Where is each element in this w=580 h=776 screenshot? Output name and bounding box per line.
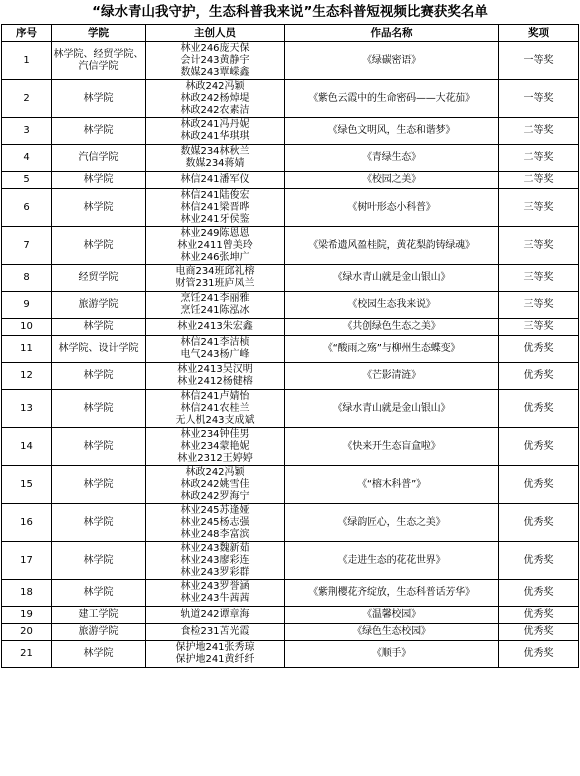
table-row xyxy=(2,189,579,227)
row-college: 林学院 xyxy=(52,504,146,542)
member-name: 林业248李富滨 xyxy=(180,528,250,540)
row-college: 汽信学院 xyxy=(52,145,146,172)
row-award: 二等奖 xyxy=(499,118,579,145)
row-index: 5 xyxy=(2,172,52,189)
row-members xyxy=(146,624,285,641)
row-index: 16 xyxy=(2,504,52,542)
member-name: 数媒243覃嵘鑫 xyxy=(180,66,250,78)
row-work-title: 《芒影清涟》 xyxy=(285,363,499,390)
member-name: 林业243魏新茹 xyxy=(180,542,250,554)
member-name: 林政241华琪琪 xyxy=(180,131,250,142)
member-name: 保护地241张秀琼 xyxy=(175,642,255,653)
row-college: 林学院、设计学院 xyxy=(52,336,146,363)
row-work-title: 《校园生态我来说》 xyxy=(285,292,499,319)
row-members xyxy=(146,336,285,363)
member-name: 林业241牙侯鉴 xyxy=(180,213,250,225)
member-name: 林政242罗海宁 xyxy=(180,490,250,502)
row-work-title: 《快来开生态盲盒啦》 xyxy=(285,428,499,466)
row-index: 20 xyxy=(2,624,52,641)
row-college: 林学院 xyxy=(52,542,146,580)
row-work-title: 《顺手》 xyxy=(285,641,499,668)
row-award: 三等奖 xyxy=(499,227,579,265)
row-work-title: 《“酸雨之殇”与柳州生态蝶变》 xyxy=(285,336,499,363)
member-name: 数媒234蒋婧 xyxy=(185,158,245,169)
member-name: 林业249陈恩恩 xyxy=(180,227,250,239)
member-name: 电商234班邱礼榕 xyxy=(175,266,255,277)
member-name: 林业243牛茜茜 xyxy=(180,593,250,604)
member-name: 林业243罗誉涵 xyxy=(180,581,250,592)
member-name: 烹饪241陈泓冰 xyxy=(180,305,250,316)
member-name: 林业246张坤广 xyxy=(180,251,250,263)
row-award: 优秀奖 xyxy=(499,542,579,580)
row-award: 三等奖 xyxy=(499,265,579,292)
row-award: 三等奖 xyxy=(499,189,579,227)
row-index: 9 xyxy=(2,292,52,319)
member-name: 无人机243支成斌 xyxy=(175,414,255,426)
row-college: 林学院 xyxy=(52,641,146,668)
row-award: 一等奖 xyxy=(499,80,579,118)
member-name: 林信241陆俊宏 xyxy=(180,189,250,201)
row-award: 二等奖 xyxy=(499,172,579,189)
row-college: 旅游学院 xyxy=(52,292,146,319)
row-index: 13 xyxy=(2,390,52,428)
table-row xyxy=(2,336,579,363)
row-work-title: 《紫荆樱花齐绽放，生态科普话芳华》 xyxy=(285,580,499,607)
row-college: 林学院 xyxy=(52,363,146,390)
row-members xyxy=(146,145,285,172)
row-work-title: 《走进生态的花花世界》 xyxy=(285,542,499,580)
row-members xyxy=(146,189,285,227)
row-college: 林学院 xyxy=(52,319,146,336)
table-row xyxy=(2,363,579,390)
row-award: 优秀奖 xyxy=(499,363,579,390)
row-index: 18 xyxy=(2,580,52,607)
row-members xyxy=(146,172,285,189)
row-members xyxy=(146,542,285,580)
table-header-row xyxy=(2,25,579,42)
row-award: 二等奖 xyxy=(499,145,579,172)
member-name: 林业2312王婷婷 xyxy=(177,452,253,464)
row-members xyxy=(146,80,285,118)
member-name: 林信241潘军仪 xyxy=(180,174,250,185)
row-work-title: 《绿色文明风，生态和谐梦》 xyxy=(285,118,499,145)
table-row xyxy=(2,265,579,292)
table-row xyxy=(2,542,579,580)
row-members xyxy=(146,292,285,319)
member-name: 林业2413朱宏鑫 xyxy=(177,321,253,332)
row-work-title: 《共创绿色生态之美》 xyxy=(285,319,499,336)
row-members xyxy=(146,504,285,542)
row-award: 优秀奖 xyxy=(499,390,579,428)
row-members xyxy=(146,466,285,504)
row-college: 建工学院 xyxy=(52,607,146,624)
row-members xyxy=(146,118,285,145)
header-index: 序号 xyxy=(2,25,52,42)
row-college: 林学院 xyxy=(52,189,146,227)
member-name: 林信241梁晋晔 xyxy=(180,201,250,213)
table-row xyxy=(2,319,579,336)
row-members xyxy=(146,580,285,607)
table-row xyxy=(2,641,579,668)
member-name: 林信241卢婧怡 xyxy=(180,390,250,402)
member-name: 数媒234林秋兰 xyxy=(180,146,250,157)
table-body xyxy=(2,42,579,668)
table-row xyxy=(2,580,579,607)
row-index: 8 xyxy=(2,265,52,292)
table-row xyxy=(2,292,579,319)
table-row xyxy=(2,390,579,428)
row-index: 17 xyxy=(2,542,52,580)
row-award: 优秀奖 xyxy=(499,607,579,624)
header-members: 主创人员 xyxy=(146,25,285,42)
row-award: 优秀奖 xyxy=(499,504,579,542)
table-row xyxy=(2,466,579,504)
member-name: 林政241冯丹妮 xyxy=(180,119,250,130)
table-row xyxy=(2,227,579,265)
member-name: 林业245杨志强 xyxy=(180,516,250,528)
row-index: 19 xyxy=(2,607,52,624)
row-index: 14 xyxy=(2,428,52,466)
row-members xyxy=(146,42,285,80)
member-name: 林政242冯颖 xyxy=(185,80,245,92)
row-work-title: 《绿碳密语》 xyxy=(285,42,499,80)
row-award: 优秀奖 xyxy=(499,641,579,668)
row-members xyxy=(146,641,285,668)
row-members xyxy=(146,363,285,390)
row-index: 2 xyxy=(2,80,52,118)
row-members xyxy=(146,607,285,624)
row-college: 林学院 xyxy=(52,227,146,265)
row-work-title: 《绿韵匠心，生态之美》 xyxy=(285,504,499,542)
row-work-title: 《绿色生态校园》 xyxy=(285,624,499,641)
row-college: 林学院 xyxy=(52,118,146,145)
row-award: 优秀奖 xyxy=(499,466,579,504)
member-name: 财管231班庐凤兰 xyxy=(175,278,255,289)
row-college: 林学院 xyxy=(52,80,146,118)
member-name: 食检231苫光霞 xyxy=(180,626,250,637)
row-members xyxy=(146,428,285,466)
member-name: 电气243杨广峰 xyxy=(180,349,250,360)
member-name: 会计243黄静宇 xyxy=(180,54,250,66)
table-row xyxy=(2,145,579,172)
table-row xyxy=(2,428,579,466)
member-name: 林政242冯颖 xyxy=(185,466,245,478)
row-work-title: 《绿水青山就是金山银山》 xyxy=(285,390,499,428)
table-row xyxy=(2,172,579,189)
table-row xyxy=(2,80,579,118)
row-members xyxy=(146,390,285,428)
row-work-title: 《“榕木科普”》 xyxy=(285,466,499,504)
row-index: 21 xyxy=(2,641,52,668)
member-name: 林政242杨焯堤 xyxy=(180,92,250,104)
row-index: 12 xyxy=(2,363,52,390)
row-index: 4 xyxy=(2,145,52,172)
row-work-title: 《梁希遗风盈桂院，黄花梨韵铸绿魂》 xyxy=(285,227,499,265)
header-college: 学院 xyxy=(52,25,146,42)
header-award: 奖项 xyxy=(499,25,579,42)
member-name: 林业234蒙艳妮 xyxy=(180,440,250,452)
row-college: 林学院 xyxy=(52,428,146,466)
row-award: 一等奖 xyxy=(499,42,579,80)
row-award: 优秀奖 xyxy=(499,428,579,466)
row-index: 15 xyxy=(2,466,52,504)
page-title: “绿水青山我守护，生态科普我来说”生态科普短视频比赛获奖名单 xyxy=(92,4,488,20)
table-row xyxy=(2,118,579,145)
row-work-title: 《树叶形态小科普》 xyxy=(285,189,499,227)
member-name: 轨道242谭章海 xyxy=(180,609,250,620)
row-award: 优秀奖 xyxy=(499,624,579,641)
row-work-title: 《紫色云霞中的生命密码——大花茄》 xyxy=(285,80,499,118)
row-college: 林学院 xyxy=(52,390,146,428)
table-row xyxy=(2,624,579,641)
row-work-title: 《温馨校园》 xyxy=(285,607,499,624)
row-members xyxy=(146,265,285,292)
member-name: 林业234钟佳男 xyxy=(180,428,250,440)
row-college: 林学院 xyxy=(52,466,146,504)
row-college: 林学院 xyxy=(52,172,146,189)
table-row xyxy=(2,504,579,542)
row-college: 林学院 xyxy=(52,580,146,607)
member-name: 林业2412杨健榕 xyxy=(177,376,253,387)
member-name: 林信241李洁桢 xyxy=(180,337,250,348)
row-work-title: 《绿水青山就是金山银山》 xyxy=(285,265,499,292)
member-name: 林业2411曾美玲 xyxy=(177,239,253,251)
member-name: 林业246庞天保 xyxy=(180,42,250,54)
row-college: 林学院、经贸学院、汽信学院 xyxy=(52,42,146,80)
member-name: 保护地241黄纤纤 xyxy=(175,654,255,665)
row-award: 三等奖 xyxy=(499,292,579,319)
member-name: 林业2413吴汉明 xyxy=(177,364,253,375)
member-name: 林业243罗彩群 xyxy=(180,566,250,578)
member-name: 林业245苏逢娅 xyxy=(180,504,250,516)
row-members xyxy=(146,319,285,336)
row-award: 优秀奖 xyxy=(499,580,579,607)
row-index: 10 xyxy=(2,319,52,336)
award-table xyxy=(1,24,579,668)
row-members xyxy=(146,227,285,265)
row-college: 经贸学院 xyxy=(52,265,146,292)
header-work: 作品名称 xyxy=(285,25,499,42)
row-award: 优秀奖 xyxy=(499,336,579,363)
table-row xyxy=(2,42,579,80)
row-college: 旅游学院 xyxy=(52,624,146,641)
member-name: 林信241农桂兰 xyxy=(180,402,250,414)
member-name: 烹饪241李丽雅 xyxy=(180,293,250,304)
row-work-title: 《校园之美》 xyxy=(285,172,499,189)
member-name: 林政242姚雪佳 xyxy=(180,478,250,490)
member-name: 林业243廖彩连 xyxy=(180,554,250,566)
row-index: 3 xyxy=(2,118,52,145)
row-index: 11 xyxy=(2,336,52,363)
table-row xyxy=(2,607,579,624)
row-work-title: 《青绿生态》 xyxy=(285,145,499,172)
member-name: 林政242农素洁 xyxy=(180,104,250,116)
row-index: 1 xyxy=(2,42,52,80)
row-index: 7 xyxy=(2,227,52,265)
row-award: 三等奖 xyxy=(499,319,579,336)
row-index: 6 xyxy=(2,189,52,227)
